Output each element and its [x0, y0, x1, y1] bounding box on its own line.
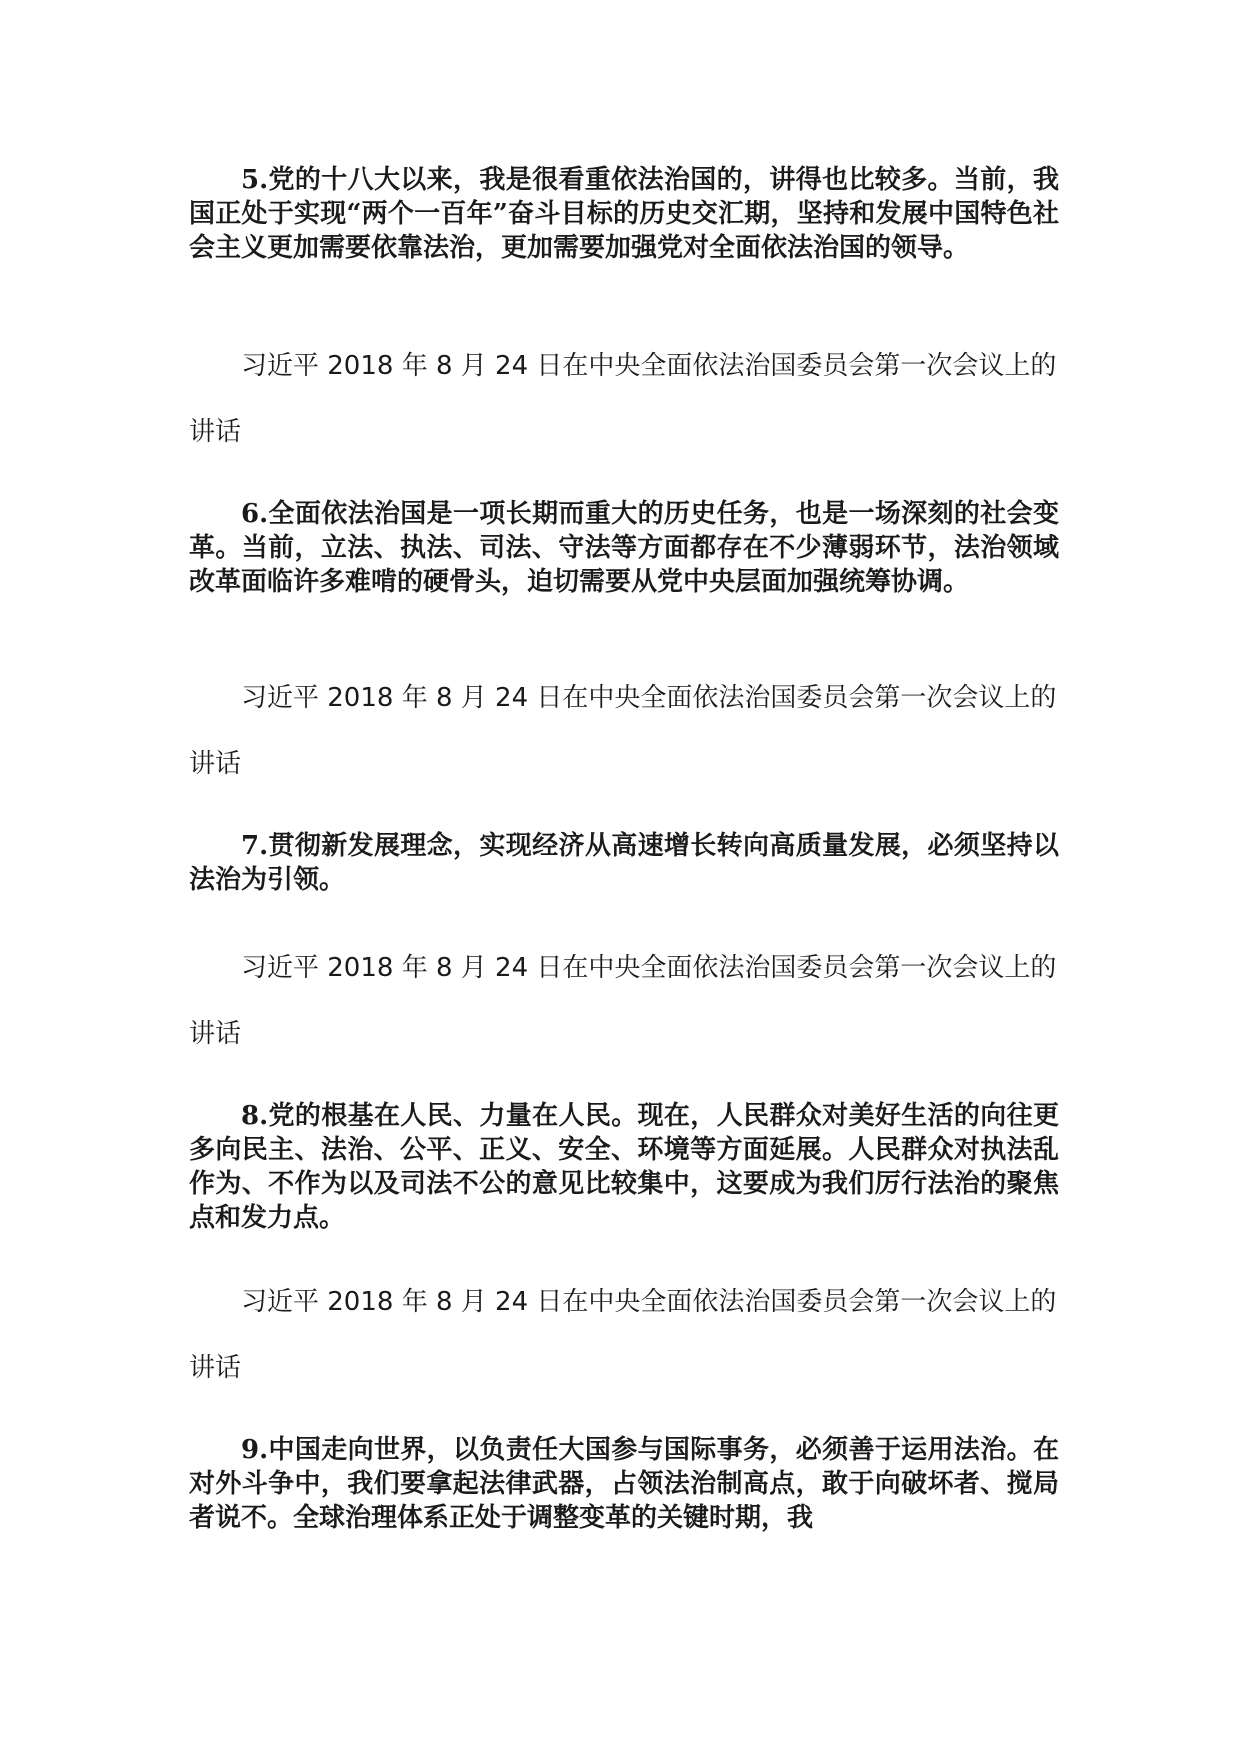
- quote-source-7: 习近平 2018 年 8 月 24 日在中央全面依法治国委员会第一次会议上的讲话: [189, 953, 1057, 1049]
- quote-paragraph-7: 7.贯彻新发展理念，实现经济从高速增长转向高质量发展，必须坚持以法治为引领。: [189, 831, 1059, 895]
- quote-paragraph-9: 9.中国走向世界，以负责任大国参与国际事务，必须善于运用法治。在对外斗争中，我们要拿起法律武器，占领法治制高点，敢于向破坏者、搅局者说不。全球治理体系正处于调整变革的关键时期，我: [189, 1435, 1059, 1533]
- quote-paragraph-8: 8.党的根基在人民、力量在人民。现在，人民群众对美好生活的向往更多向民主、法治、公平、正义、安全、环境等方面延展。人民群众对执法乱作为、不作为以及司法不公的意见比较集中，这要成为我们厉行法治的聚焦点和发力点。: [189, 1101, 1059, 1233]
- quote-source-6: 习近平 2018 年 8 月 24 日在中央全面依法治国委员会第一次会议上的讲话: [189, 683, 1057, 779]
- quote-paragraph-5: 5.党的十八大以来，我是很看重依法治国的，讲得也比较多。当前，我国正处于实现“两个一百年”奋斗目标的历史交汇期，坚持和发展中国特色社会主义更加需要依靠法治，更加需要加强党对全面依法治国的领导。: [189, 165, 1059, 263]
- quote-paragraph-6: 6.全面依法治国是一项长期而重大的历史任务，也是一场深刻的社会变革。当前，立法、执法、司法、守法等方面都存在不少薄弱环节，法治领域改革面临许多难啃的硬骨头，迫切需要从党中央层面加强统筹协调。: [189, 499, 1059, 597]
- quote-source-8: 习近平 2018 年 8 月 24 日在中央全面依法治国委员会第一次会议上的讲话: [189, 1287, 1057, 1383]
- quote-source-5: 习近平 2018 年 8 月 24 日在中央全面依法治国委员会第一次会议上的讲话: [189, 351, 1057, 447]
